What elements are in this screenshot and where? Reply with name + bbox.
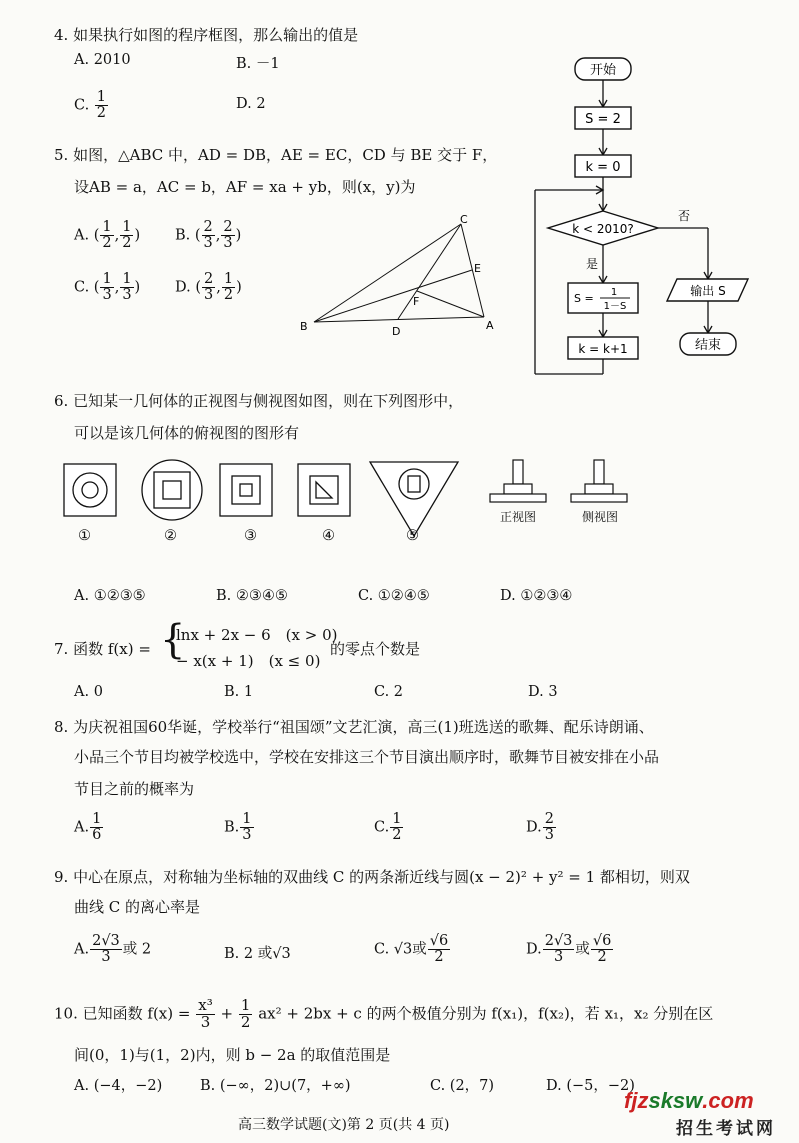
q10-line2: 间(0，1)与(1，2)内，则 b − 2a 的取值范围是	[74, 1046, 391, 1064]
side-view-base	[571, 494, 627, 502]
q6-option-a: A. ①②③⑤	[74, 588, 146, 604]
q8-line2: 小品三个节目均被学校选中，学校在安排这三个节目演出顺序时，歌舞节目被安排在小品	[74, 748, 660, 766]
shape-label-3: ③	[244, 528, 257, 544]
q5-line2: 设AB = a，AC = b，AF = xa + yb，则(x，y)为	[74, 178, 416, 196]
flowchart-k-update-label: k = k+1	[578, 342, 628, 356]
q8-option-a: A. $\frac{1}{6}$	[74, 811, 102, 844]
flowchart-s-update-lhs: S =	[574, 292, 594, 305]
shape-label-4: ④	[322, 528, 335, 544]
flowchart-output-label: 输出 S	[690, 284, 726, 298]
q4-option-b: B. －1	[236, 56, 280, 72]
q7-brace: {	[160, 617, 186, 663]
q9-line2: 曲线 C 的离心率是	[74, 898, 201, 916]
q7-option-d: D. 3	[528, 684, 558, 700]
shape-1-inner-circle	[82, 482, 98, 498]
flowchart-k-init-label: k = 0	[585, 160, 621, 175]
q5-option-d: D. ( $\frac{2}{3}$ , $\frac{1}{2}$ )	[175, 271, 242, 304]
flowchart-start-label: 开始	[589, 63, 617, 78]
q5-option-a: A. ( $\frac{1}{2}$ , $\frac{1}{2}$ )	[74, 219, 141, 252]
shape-label-1: ①	[78, 528, 91, 544]
q10-option-a: A. (−4，−2)	[74, 1078, 163, 1094]
q9-option-b: B. 2 或√3	[224, 946, 291, 962]
q9-option-c: C. √3或 $\frac{√6}{2}$	[374, 933, 449, 966]
flowchart-s-init-label: S = 2	[585, 112, 621, 127]
front-view-mid	[504, 484, 532, 494]
shape-5-rect	[408, 476, 420, 492]
q7-prefix: 7. 函数 f(x) =	[54, 640, 151, 658]
flowchart-end-label: 结束	[694, 338, 722, 353]
flowchart-yes-label: 是	[586, 257, 599, 271]
q5-line1: 5. 如图，△ABC 中，AD = DB，AE = EC，CD 与 BE 交于 F，	[54, 146, 498, 164]
shape-3-inner-square	[240, 484, 252, 496]
q6-option-d: D. ①②③④	[500, 588, 573, 604]
front-view-label: 正视图	[500, 510, 537, 524]
q5-option-b: B. ( $\frac{2}{3}$ , $\frac{2}{3}$ )	[175, 219, 242, 252]
q10-option-d: D. (−5，−2)	[546, 1078, 635, 1094]
flowchart-s-update-num: 1	[610, 287, 618, 298]
watermark-slogan: 招生考试网	[676, 1119, 776, 1139]
q8-line3: 节目之前的概率为	[74, 780, 195, 798]
q4-option-c: C. $\frac{1}{2}$	[74, 89, 107, 122]
q8-option-c: C. $\frac{1}{2}$	[374, 811, 402, 844]
q4-option-d: D. 2	[236, 96, 266, 112]
shape-label-5: ⑤	[406, 528, 419, 544]
q7-option-b: B. 1	[224, 684, 254, 700]
shape-label-2: ②	[164, 528, 177, 544]
q6-line2: 可以是该几何体的俯视图的图形有	[74, 424, 300, 442]
q5-triangle-figure	[296, 214, 506, 344]
q5-label-d: D	[392, 325, 401, 338]
side-view-mid	[585, 484, 613, 494]
q10-option-c: C. (2，7)	[430, 1078, 495, 1094]
q5-label-f: F	[413, 295, 420, 308]
q10-option-b: B. (−∞，2)∪(7，+∞)	[200, 1078, 351, 1094]
flowchart	[530, 50, 780, 380]
shape-2-inner-square	[163, 481, 181, 499]
q9-option-a: A. $\frac{2√3}{3}$ 或 2	[74, 933, 152, 966]
q8-line1: 8. 为庆祝祖国60华诞，学校举行“祖国颂”文艺汇演，高三(1)班选送的歌舞、配乐诗朗诵、	[54, 718, 654, 736]
q10-line1: 10. 已知函数 f(x) = $\frac{\text{x³}}{3}$ + $\frac{1}{2}$ ax² + 2bx + c 的两个极值分别为 f(x₁)，f(x₂)，若 x₁，x₂ 分别在区	[54, 996, 714, 1031]
q6-option-b: B. ②③④⑤	[216, 588, 288, 604]
q7-option-c: C. 2	[374, 684, 404, 700]
q5-label-a: A	[486, 319, 494, 332]
q7-case1: lnx + 2x − 6 (x > 0)	[176, 626, 338, 644]
flowchart-no-label: 否	[678, 209, 691, 223]
q6-option-c: C. ①②④⑤	[358, 588, 430, 604]
page-footer: 高三数学试题(文)第 2 页(共 4 页)	[238, 1117, 450, 1133]
flowchart-condition-label: k < 2010?	[572, 222, 634, 236]
q9-line1: 9. 中心在原点，对称轴为坐标轴的双曲线 C 的两条渐近线与圆(x − 2)² + y² = 1 都相切，则双	[54, 868, 690, 886]
flowchart-s-update-den: 1－S	[603, 301, 627, 312]
q5-label-b: B	[300, 320, 308, 333]
watermark-site: fjzsksw.com	[624, 1088, 754, 1113]
q5-label-e: E	[474, 262, 481, 275]
q7-option-a: A. 0	[74, 684, 103, 700]
q5-option-c: C. ( $\frac{1}{3}$ , $\frac{1}{3}$ )	[74, 271, 141, 304]
q8-option-d: D. $\frac{2}{3}$	[526, 811, 554, 844]
front-view-base	[490, 494, 546, 502]
side-view-top	[594, 460, 604, 484]
front-view-top	[513, 460, 523, 484]
q4-stem: 4. 如果执行如图的程序框图，那么输出的值是	[54, 26, 359, 44]
q8-option-b: B. $\frac{1}{3}$	[224, 811, 252, 844]
q9-option-d: D. $\frac{2√3}{3}$ 或 $\frac{√6}{2}$	[526, 933, 612, 966]
side-view-label: 侧视图	[582, 510, 619, 524]
q6-front-side-views	[486, 456, 646, 506]
q7-suffix: 的零点个数是	[330, 640, 421, 658]
q6-line1: 6. 已知某一几何体的正视图与侧视图如图，则在下列图形中，	[54, 392, 464, 410]
q7-case2: − x(x + 1) (x ≤ 0)	[176, 652, 321, 670]
q4-option-a: A. 2010	[74, 52, 131, 68]
q5-label-c: C	[460, 214, 468, 226]
